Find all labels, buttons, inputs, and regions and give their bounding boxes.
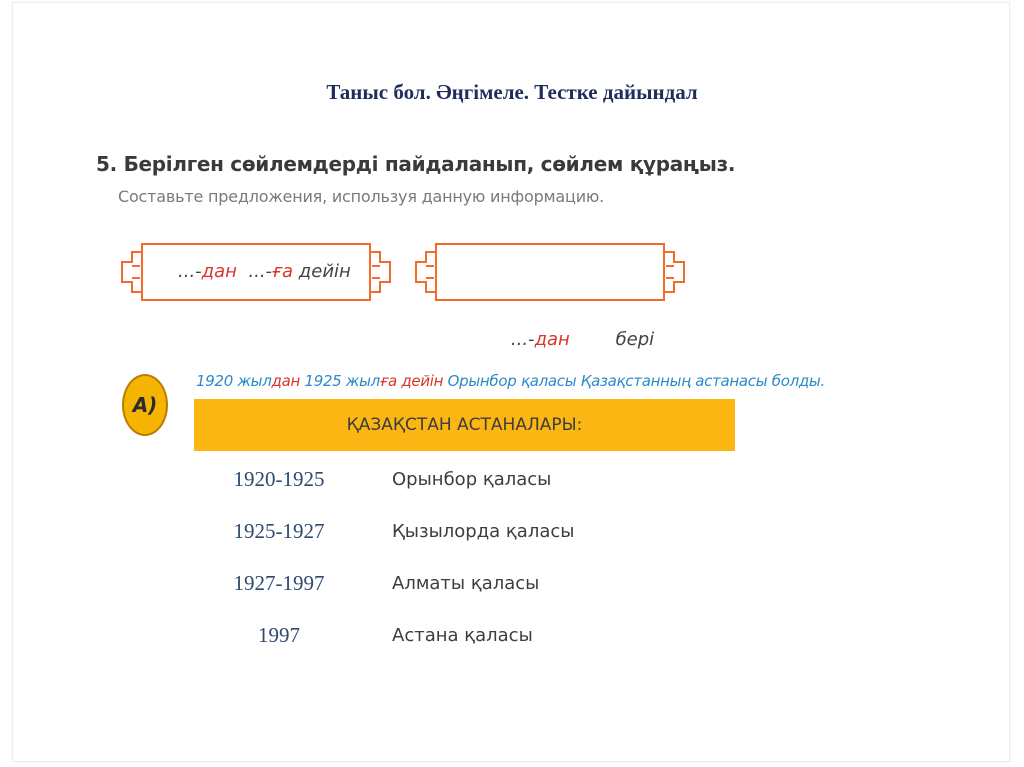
frame-1-text: ...-дан ...-ға дейін	[178, 261, 351, 282]
task-subheading: Составьте предложения, используя данную информацию.	[118, 187, 605, 206]
row-city: Қызылорда қаласы	[392, 521, 575, 542]
row-years: 1925-1927	[233, 519, 325, 543]
row-city: Астана қаласы	[392, 625, 533, 646]
row-years: 1920-1925	[233, 467, 325, 491]
row-years: 1927-1997	[233, 571, 325, 595]
frame-2-text: ...-дан бері	[510, 329, 655, 350]
table-header-text: ҚАЗАҚСТАН АСТАНАЛАРЫ:	[346, 415, 583, 435]
table-row	[0, 519, 1024, 549]
pattern-frame-1	[120, 238, 392, 306]
table-row	[0, 571, 1024, 601]
example-sentence: 1920 жылдан 1925 жылға дейін Орынбор қаласы Қазақстанның астанасы болды.	[196, 372, 825, 390]
table-row	[0, 467, 1024, 497]
task-heading: 5. Берілген сөйлемдерді пайдаланып, сөйлем құраңыз.	[96, 152, 736, 176]
row-city: Орынбор қаласы	[392, 469, 552, 490]
example-badge: А)	[122, 374, 168, 436]
row-city: Алматы қаласы	[392, 573, 540, 594]
slide-title: Таныс бол. Әңгімеле. Тестке дайындал	[326, 80, 698, 104]
pattern-frame-2	[414, 238, 686, 350]
table-row	[0, 623, 1024, 653]
table-header-banner	[194, 399, 735, 451]
row-years: 1997	[258, 623, 300, 647]
